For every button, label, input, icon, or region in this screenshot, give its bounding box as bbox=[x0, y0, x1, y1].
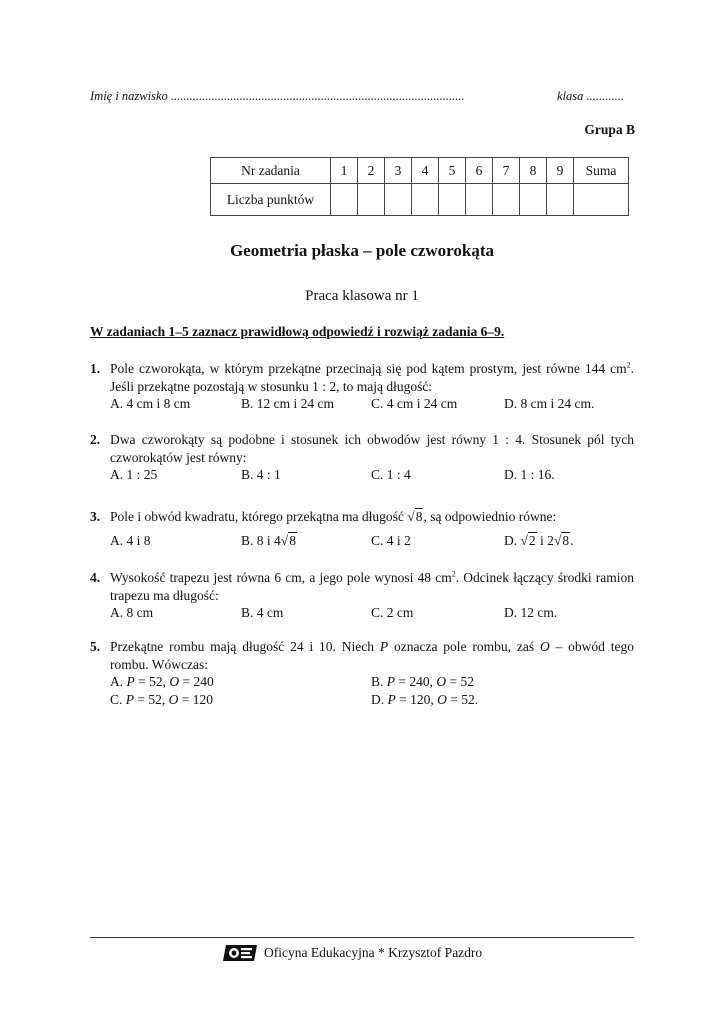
name-field[interactable] bbox=[90, 89, 465, 104]
publisher-logo-icon bbox=[222, 944, 258, 962]
score-table bbox=[210, 157, 629, 216]
points-label: Liczba punktów bbox=[211, 184, 331, 216]
score-table-header-row bbox=[211, 158, 629, 184]
sqrt-symbol: √8 bbox=[407, 509, 423, 524]
page-title: Geometria płaska – pole czworokąta bbox=[229, 241, 495, 260]
option-d[interactable]: D. 1 : 16. bbox=[504, 467, 555, 482]
footer-divider bbox=[90, 937, 634, 938]
task-col-5: 5 bbox=[439, 158, 466, 184]
option-c[interactable]: C. 1 : 4 bbox=[371, 467, 411, 482]
points-cell[interactable] bbox=[358, 184, 385, 216]
points-cell[interactable] bbox=[439, 184, 466, 216]
points-cell[interactable] bbox=[385, 184, 412, 216]
task-number: 4. bbox=[90, 570, 101, 585]
task-3 bbox=[90, 508, 634, 550]
option-c[interactable]: C. P = 52, O = 120 bbox=[110, 692, 214, 707]
option-d[interactable]: D. P = 120, O = 52. bbox=[371, 692, 479, 707]
task-options bbox=[110, 395, 634, 413]
group-label: Grupa B bbox=[584, 122, 635, 137]
task-2 bbox=[90, 431, 634, 484]
page-subtitle: Praca klasowa nr 1 bbox=[305, 288, 419, 304]
name-label: Imię i nazwisko bbox=[90, 89, 168, 103]
task-col-4: 4 bbox=[412, 158, 439, 184]
class-field[interactable] bbox=[557, 89, 624, 104]
option-b[interactable]: B. 4 : 1 bbox=[241, 467, 281, 482]
task-number: 1. bbox=[90, 361, 101, 376]
task-options bbox=[110, 466, 634, 484]
option-a[interactable]: A. P = 52, O = 240 bbox=[110, 674, 214, 689]
name-dots: .............................................................................................. bbox=[170, 89, 465, 103]
task-number: 3. bbox=[90, 509, 101, 524]
task-col-7: 7 bbox=[493, 158, 520, 184]
option-c[interactable]: C. 2 cm bbox=[371, 605, 414, 620]
option-b[interactable]: B. P = 240, O = 52 bbox=[371, 674, 475, 689]
class-dots: ............ bbox=[586, 89, 625, 103]
task-text: Przekątne rombu mają długość 24 i 10. Niech P oznacza pole rombu, zaś O – obwód tego rombu. Wówczas: bbox=[110, 639, 634, 672]
task-5 bbox=[90, 638, 634, 709]
task-options bbox=[110, 532, 634, 550]
option-a[interactable]: A. 1 : 25 bbox=[110, 467, 158, 482]
instructions: W zadaniach 1–5 zaznacz prawidłową odpowiedź i rozwiąż zadania 6–9. bbox=[90, 324, 505, 339]
task-options bbox=[110, 673, 634, 691]
points-cell[interactable] bbox=[412, 184, 439, 216]
option-a[interactable]: A. 8 cm bbox=[110, 605, 154, 620]
task-text: Dwa czworokąty są podobne i stosunek ich obwodów jest równy 1 : 4. Stosunek pól tych czworokątów jest równy: bbox=[110, 432, 634, 465]
task-col-8: 8 bbox=[520, 158, 547, 184]
task-col-6: 6 bbox=[466, 158, 493, 184]
option-b[interactable]: B. 4 cm bbox=[241, 605, 284, 620]
option-d[interactable]: D. 8 cm i 24 cm. bbox=[504, 396, 595, 411]
task-number-label: Nr zadania bbox=[211, 158, 331, 184]
option-d[interactable]: D. 12 cm. bbox=[504, 605, 558, 620]
option-a[interactable]: A. 4 cm i 8 cm bbox=[110, 396, 191, 411]
task-number: 2. bbox=[90, 432, 101, 447]
option-b[interactable]: B. 12 cm i 24 cm bbox=[241, 396, 334, 411]
task-col-3: 3 bbox=[385, 158, 412, 184]
points-cell[interactable] bbox=[493, 184, 520, 216]
score-table-points-row bbox=[211, 184, 629, 216]
task-4 bbox=[90, 569, 634, 622]
footer bbox=[222, 944, 482, 962]
task-text: Pole czworokąta, w którym przekątne przecinają się pod kątem prostym, jest równe 144 $cm^2$. Jeśli przekątne pozostają w stosunku 1 : 2, to mają długość: bbox=[110, 360, 634, 394]
task-text: Wysokość trapezu jest równa 6 cm, a jego pole wynosi 48 $cm^2$. Odcinek łączący środki ramion trapezu ma długość: bbox=[110, 569, 634, 603]
task-options bbox=[110, 604, 634, 622]
class-label: klasa bbox=[557, 89, 584, 103]
task-text: Pole i obwód kwadratu, którego przekątna ma długość √8, są odpowiednio równe: bbox=[110, 509, 557, 524]
sum-col: Suma bbox=[574, 158, 629, 184]
task-col-9: 9 bbox=[547, 158, 574, 184]
points-cell[interactable] bbox=[547, 184, 574, 216]
task-options bbox=[110, 691, 634, 709]
points-sum-cell[interactable] bbox=[574, 184, 629, 216]
points-cell[interactable] bbox=[520, 184, 547, 216]
task-1 bbox=[90, 360, 634, 413]
points-cell[interactable] bbox=[466, 184, 493, 216]
points-cell[interactable] bbox=[331, 184, 358, 216]
task-col-1: 1 bbox=[331, 158, 358, 184]
option-c[interactable]: C. 4 i 2 bbox=[371, 532, 411, 548]
publisher-name: Oficyna Edukacyjna * Krzysztof Pazdro bbox=[264, 945, 483, 960]
option-a[interactable]: A. 4 i 8 bbox=[110, 532, 151, 548]
option-d[interactable]: D. √2 i 2√8. bbox=[504, 532, 574, 548]
task-number: 5. bbox=[90, 639, 101, 654]
option-b[interactable]: B. 8 i 4√8 bbox=[241, 532, 296, 548]
option-c[interactable]: C. 4 cm i 24 cm bbox=[371, 396, 458, 411]
task-col-2: 2 bbox=[358, 158, 385, 184]
